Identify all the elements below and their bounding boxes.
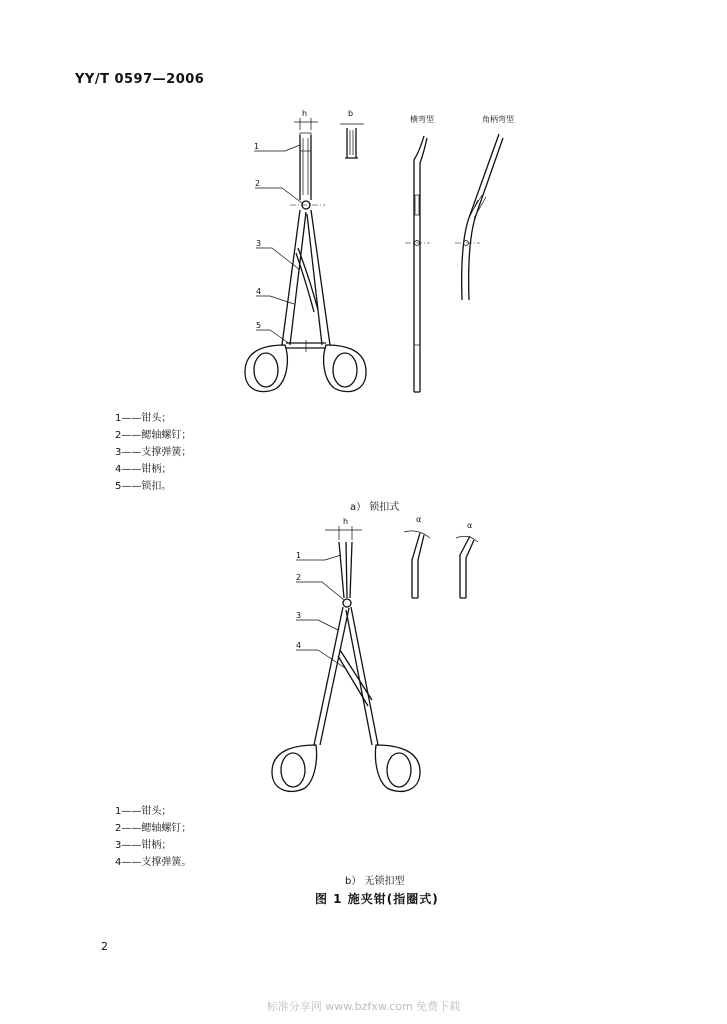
figure-a-detail-b	[340, 109, 364, 158]
callout-b-1: 1	[296, 551, 302, 560]
figure-a-lateral-bend-view	[405, 114, 434, 392]
figure-b-alpha-1-label: α	[416, 515, 422, 524]
legend-a-item: 3——支撑弹簧；	[115, 447, 192, 458]
figure-b-angle-detail-2	[456, 521, 478, 598]
callout-a-2: 2	[255, 179, 261, 188]
callout-a-4: 4	[256, 287, 262, 296]
standard-code: YY/T 0597—2006	[75, 72, 205, 87]
legend-a-item: 2——鳃轴螺钉；	[115, 430, 192, 441]
variant-angled-handle-label: 角柄弯型	[482, 115, 514, 124]
callout-a-5: 5	[256, 321, 262, 330]
figure-b-legend	[115, 803, 191, 871]
callout-b-4: 4	[296, 641, 302, 650]
callout-a-3: 3	[256, 239, 262, 248]
legend-b-item: 1——钳头；	[115, 806, 172, 817]
legend-b-item: 2——鳃轴螺钉；	[115, 823, 192, 834]
legend-b-item: 3——钳柄；	[115, 840, 172, 851]
figure-a-dim-b-label: b	[348, 109, 354, 118]
figure-b-callouts	[296, 551, 345, 668]
figure-b-alpha-2-label: α	[467, 521, 473, 530]
legend-a-item: 1——钳头；	[115, 413, 172, 424]
figure-a-callouts	[254, 142, 302, 344]
callout-b-3: 3	[296, 611, 302, 620]
figure-a-forceps-front	[245, 133, 366, 392]
variant-lateral-bend-label: 横弯型	[410, 115, 434, 124]
figure-b-angle-detail-1	[404, 515, 430, 598]
watermark: 标准分享网 www.bzfxw.com 免费下载	[266, 1000, 461, 1013]
figure-a-subcaption: a） 锁扣式	[350, 502, 400, 513]
figure-a-angled-handle-view	[455, 114, 514, 300]
callout-b-2: 2	[296, 573, 302, 582]
callout-a-1: 1	[254, 142, 260, 151]
figure-a-legend	[115, 410, 191, 495]
figure-title: 图 1 施夹钳(指圈式)	[315, 892, 439, 906]
legend-a-item: 5——锁扣。	[115, 481, 172, 492]
figure-b-dim-h-label: h	[343, 517, 349, 526]
figure-b-dim-h	[325, 517, 362, 540]
legend-b-item: 4——支撑弹簧。	[115, 857, 192, 868]
figure-b-subcaption: b） 无锁扣型	[345, 876, 405, 887]
figure-a-dim-h-label: h	[302, 109, 308, 118]
figure-a-dim-h	[294, 109, 318, 130]
figure-b-forceps	[272, 542, 420, 791]
legend-a-item: 4——钳柄；	[115, 464, 172, 475]
page-number: 2	[101, 940, 108, 953]
